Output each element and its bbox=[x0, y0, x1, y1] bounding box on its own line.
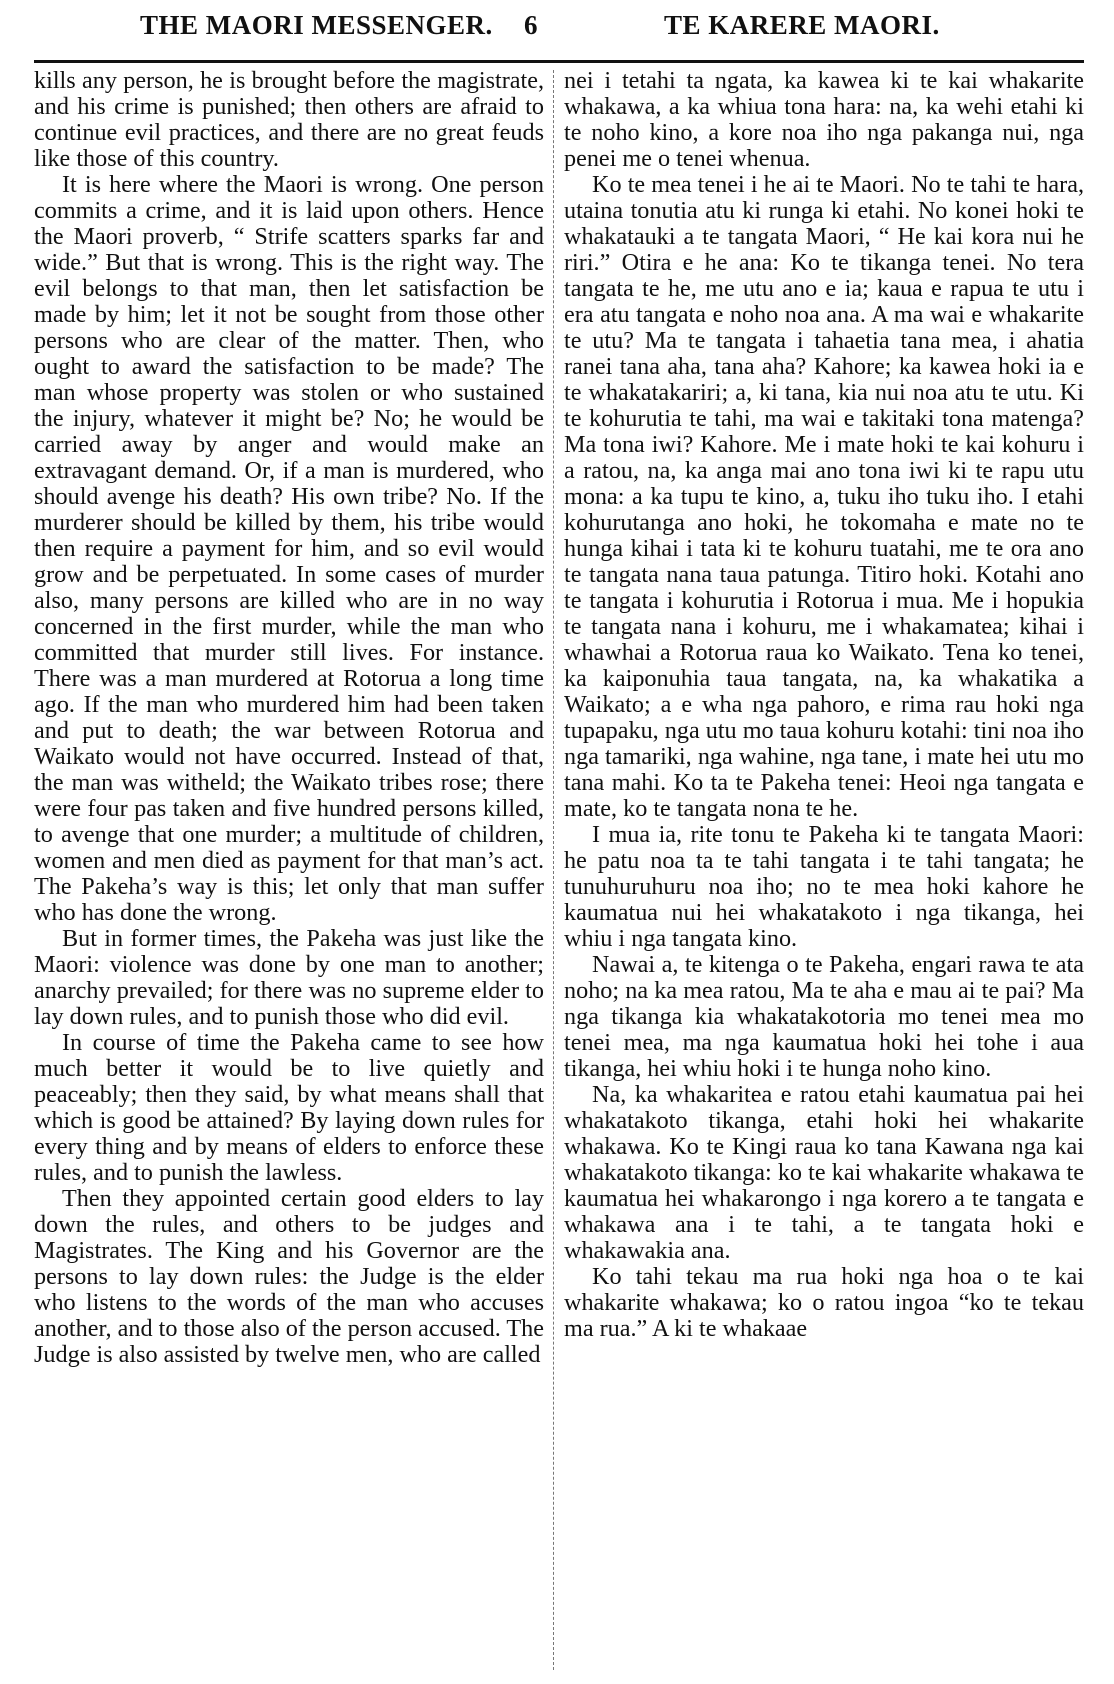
maori-paragraph: I mua ia, rite tonu te Pakeha ki te tangata Maori: he patu noa ta te tahi tangata i te tahi tangata; he tunuhuruhuru noa iho; no te mea hoki kahore he kaumatua nui hei whakatakoto i nga tikanga, hei whiu i nga tangata kino. bbox=[564, 821, 1084, 952]
maori-paragraph: Ko tahi tekau ma rua hoki nga hoa o te kai whakarite whakawa; ko o ratou ingoa “ko te tekau ma rua.” A ki te whakaae bbox=[564, 1263, 1084, 1342]
maori-paragraph: Na, ka whakaritea e ratou etahi kaumatua pai hei whakatakoto tikanga, etahi hoki hei whakarite whakawa. Ko te Kingi raua ko tana Kawana nga kai whakatakoto tikanga: ko te kai whakarite whakawa te kaumatua hei whakarongo i nga korero a te tangata e whakawa ana i te tahi, a te tangata hoki e whakawakia ana. bbox=[564, 1081, 1084, 1264]
english-paragraph: But in former times, the Pakeha was just like the Maori: violence was done by one man to another; anarchy prevailed; for there was no supreme elder to lay down rules, and to punish those who did evil. bbox=[34, 925, 544, 1030]
maori-paragraph: Ko te mea tenei i he ai te Maori. No te tahi te hara, utaina tonutia atu ki runga ki etahi. No konei hoki te whakatauki a te tangata Maori, “ He kai kora nui he riri.” Otira e he ana: Ko te tikanga tenei. No tera tangata te he, me utu ano e ia; kaua e rapua te utu i era atu tangata e noho noa ana. A ma wai e whakarite te utu? Ma te tangata i tahaetia tana mea, i ahatia ranei tana aha, tana aha? Kahore; ka kawea hoki ia e te whakatakariri; a, ki tana, kia nui noa atu te utu. Ki te kohurutia te tahi, ma wai e takitaki tona matenga? Ma tona iwi? Kahore. Me i mate hoki te kai kohuru i a ratou, na, ka anga mai ano tona iwi ki te rapu utu mona: a ka tupu te kino, a, tuku iho tuku iho. I etahi kohurutanga ano hoki, he tokomaha e mate no te hunga kihai i tata ki te kohuru tuatahi, me te ora ano te tangata nana taua patunga. Titiro hoki. Kotahi ano te tangata i kohurutia i Rotorua i mua. Me i hopukia te tangata nana i kohuru, me i whakamatea; kihai i whawhai a Rotorua raua ko Waikato. Tena ko tenei, ka kaiponuhia taua tangata, na, ka whakatika a Waikato; a e wha nga pahoro, e rima rau hoki nga tupapaku, nga utu mo taua kohuru kotahi: tini noa iho nga tamariki, nga wahine, nga tane, i mate hei utu mo tana mahi. Ko ta te Pakeha tenei: Heoi nga tangata e mate, ko te tangata nona te he. bbox=[564, 171, 1084, 822]
english-column bbox=[34, 68, 544, 1368]
maori-paragraph: Nawai a, te kitenga o te Pakeha, engari rawa te ata noho; na ka mea ratou, Ma te aha e mau ai te pai? Ma nga tikanga kia whakatakotoria mo tenei mea mo tenei mea, ma nga kaumatua hoki hei tohe i aua tikanga, hei whiu hoki i te hunga noho kino. bbox=[564, 951, 1084, 1082]
english-paragraph: It is here where the Maori is wrong. One person commits a crime, and it is laid upon others. Hence the Maori proverb, “ Strife scatters sparks far and wide.” But that is wrong. This is the right way. The evil belongs to that man, then let satisfaction be made by him; let it not be sought from those other persons who are clear of the matter. Then, who ought to award the satisfaction to be made? The man whose property was stolen or who sustained the injury, whatever it might be? No; he would be carried away by anger and would make an extravagant demand. Or, if a man is murdered, who should avenge his death? His own tribe? No. If the murderer should be killed by them, his tribe would then require a payment for him, and so evil would grow and be perpetuated. In some cases of murder also, many persons are killed who are in no way concerned in the first murder, while the man who committed that murder still lives. For instance. There was a man murdered at Rotorua a long time ago. If the man who murdered him had been taken and put to death; the war between Rotorua and Waikato would not have occurred. Instead of that, the man was witheld; the Waikato tribes rose; there were four pas taken and five hundred persons killed, to avenge that one murder; a multitude of children, women and men died as payment for that man’s act. The Pakeha’s way is this; let only that man suffer who has done the wrong. bbox=[34, 171, 544, 926]
page-header bbox=[0, 0, 1114, 50]
english-masthead-title: THE MAORI MESSENGER. bbox=[140, 10, 493, 40]
english-paragraph: In course of time the Pakeha came to see how much better it would be to live quietly and peaceably; then they said, by what means shall that which is good be attained? By laying down rules for every thing and by means of elders to enforce these rules, and to punish the lawless. bbox=[34, 1029, 544, 1186]
column-divider bbox=[553, 70, 554, 1670]
english-paragraph: kills any person, he is brought before the magistrate, and his crime is punished; then others are afraid to continue evil practices, and there are no great feuds like those of this country. bbox=[34, 67, 544, 172]
header-rule bbox=[34, 60, 1084, 63]
english-paragraph: Then they appointed certain good elders to lay down the rules, and others to be judges and Magistrates. The King and his Governor are the persons to lay down rules: the Judge is the elder who listens to the words of the man who accuses another, and to those also of the person accused. The Judge is also assisted by twelve men, who are called bbox=[34, 1185, 544, 1368]
page-number: 6 bbox=[524, 10, 538, 40]
maori-masthead-title: TE KARERE MAORI. bbox=[664, 10, 940, 40]
maori-paragraph: nei i tetahi ta ngata, ka kawea ki te kai whakarite whakawa, a ka whiua tona hara: na, ka wehi etahi ki te noho kino, a kore noa iho nga pakanga nui, nga penei me o tenei whenua. bbox=[564, 67, 1084, 172]
maori-column bbox=[564, 68, 1084, 1342]
